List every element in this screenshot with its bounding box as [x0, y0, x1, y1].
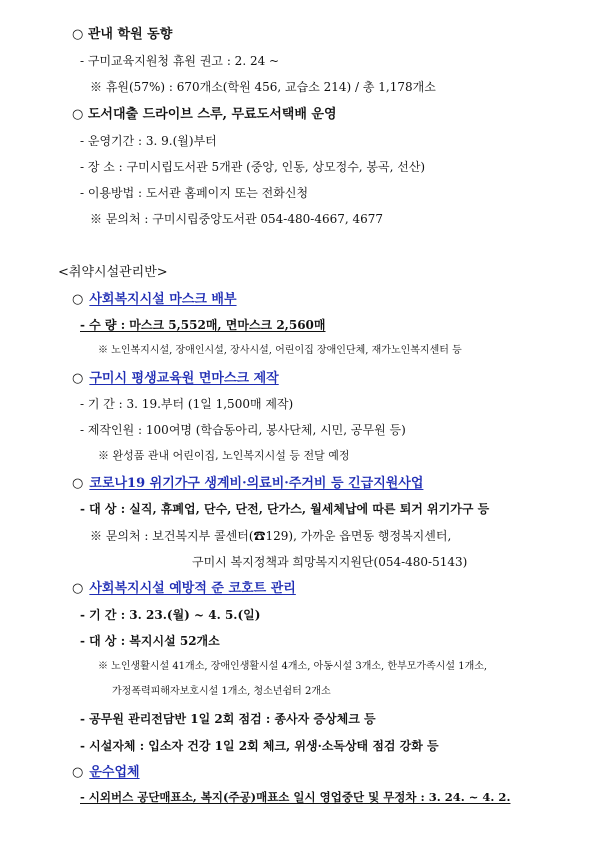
bullet-circle: ○	[72, 765, 84, 780]
bullet-circle: ○	[72, 476, 84, 491]
cohort-facility-list: ※ 노인생활시설 41개소, 장애인생활시설 4개소, 아동시설 3개소, 한부모가족시설 1개소,	[98, 661, 488, 672]
cohort-self-check: - 시설자체 : 입소자 건강 1일 2회 체크, 위생·소독상태 점검 강화 등	[80, 739, 439, 753]
production-period: - 기 간 : 3. 19.부터 (1일 1,500매 제작)	[80, 397, 294, 411]
mask-quantity: - 수 량 : 마스크 5,552매, 면마스크 2,560매	[80, 318, 326, 332]
library-location: - 장 소 : 구미시립도서관 5개관 (중앙, 인동, 상모정수, 봉곡, 선산)	[80, 160, 426, 174]
heading-transport-text: 운수업체	[89, 765, 140, 780]
production-staff: - 제작인원 : 100여명 (학습동아리, 봉사단체, 시민, 공무원 등)	[80, 423, 406, 437]
heading-emergency-support	[72, 477, 423, 490]
production-delivery: ※ 완성품 관내 어린이집, 노인복지시설 등 전달 예정	[98, 449, 350, 462]
cohort-facility-list-cont: 가정폭력피해자보호시설 1개소, 청소년쉼터 2개소	[112, 686, 331, 697]
academy-closure-stats: ※ 휴원(57%) : 670개소(학원 456, 교습소 214) / 총 1,178개소	[90, 80, 436, 94]
support-target: - 대 상 : 실직, 휴폐업, 단수, 단전, 단가스, 월세체납에 따른 퇴거 위기가구 등	[80, 502, 490, 516]
bullet-circle: ○	[72, 371, 84, 386]
mask-recipients: ※ 노인복지시설, 장애인시설, 장사시설, 어린이집 장애인단체, 재가노인복지센터 등	[98, 345, 462, 356]
section-title-vulnerable-facilities: <취약시설관리반>	[58, 265, 168, 280]
heading-mask-production	[72, 372, 279, 385]
heading-cohort-management-text: 사회복지시설 예방적 준 코호트 관리	[89, 581, 296, 596]
transport-suspension: - 시외버스 공단매표소, 복지(주공)매표소 일시 영업중단 및 무정차 : 3. 24. ~ 4. 2.	[80, 790, 511, 804]
heading-mask-distribution-text: 사회복지시설 마스크 배부	[89, 292, 237, 307]
heading-transport	[72, 766, 140, 779]
library-period: - 운영기간 : 3. 9.(월)부터	[80, 134, 217, 148]
heading-emergency-support-text: 코로나19 위기가구 생계비·의료비·주거비 등 긴급지원사업	[89, 476, 424, 491]
heading-academy-trend: ○ 관내 학원 동향	[72, 27, 173, 42]
support-contact: ※ 문의처 : 보건복지부 콜센터(☎129), 가까운 읍면동 행정복지센터,	[90, 529, 452, 543]
cohort-inspection: - 공무원 관리전담반 1일 2회 점검 : 종사자 증상체크 등	[80, 712, 376, 726]
bullet-circle: ○	[72, 292, 84, 307]
support-contact-cont: 구미시 복지정책과 희망복지지원단(054-480-5143)	[192, 555, 468, 569]
heading-cohort-management	[72, 582, 296, 595]
library-method: - 이용방법 : 도서관 홈페이지 또는 전화신청	[80, 186, 309, 200]
heading-mask-distribution	[72, 293, 237, 306]
cohort-period: - 기 간 : 3. 23.(월) ~ 4. 5.(일)	[80, 608, 261, 622]
bullet-circle: ○	[72, 581, 84, 596]
cohort-target: - 대 상 : 복지시설 52개소	[80, 634, 220, 648]
academy-closure-advice: - 구미교육지원청 휴원 권고 : 2. 24 ~	[80, 54, 280, 68]
heading-mask-production-text: 구미시 평생교육원 면마스크 제작	[89, 371, 279, 386]
heading-library-drive-thru: ○ 도서대출 드라이브 스루, 무료도서택배 운영	[72, 107, 337, 122]
library-contact: ※ 문의처 : 구미시립중앙도서관 054-480-4667, 4677	[90, 212, 384, 226]
